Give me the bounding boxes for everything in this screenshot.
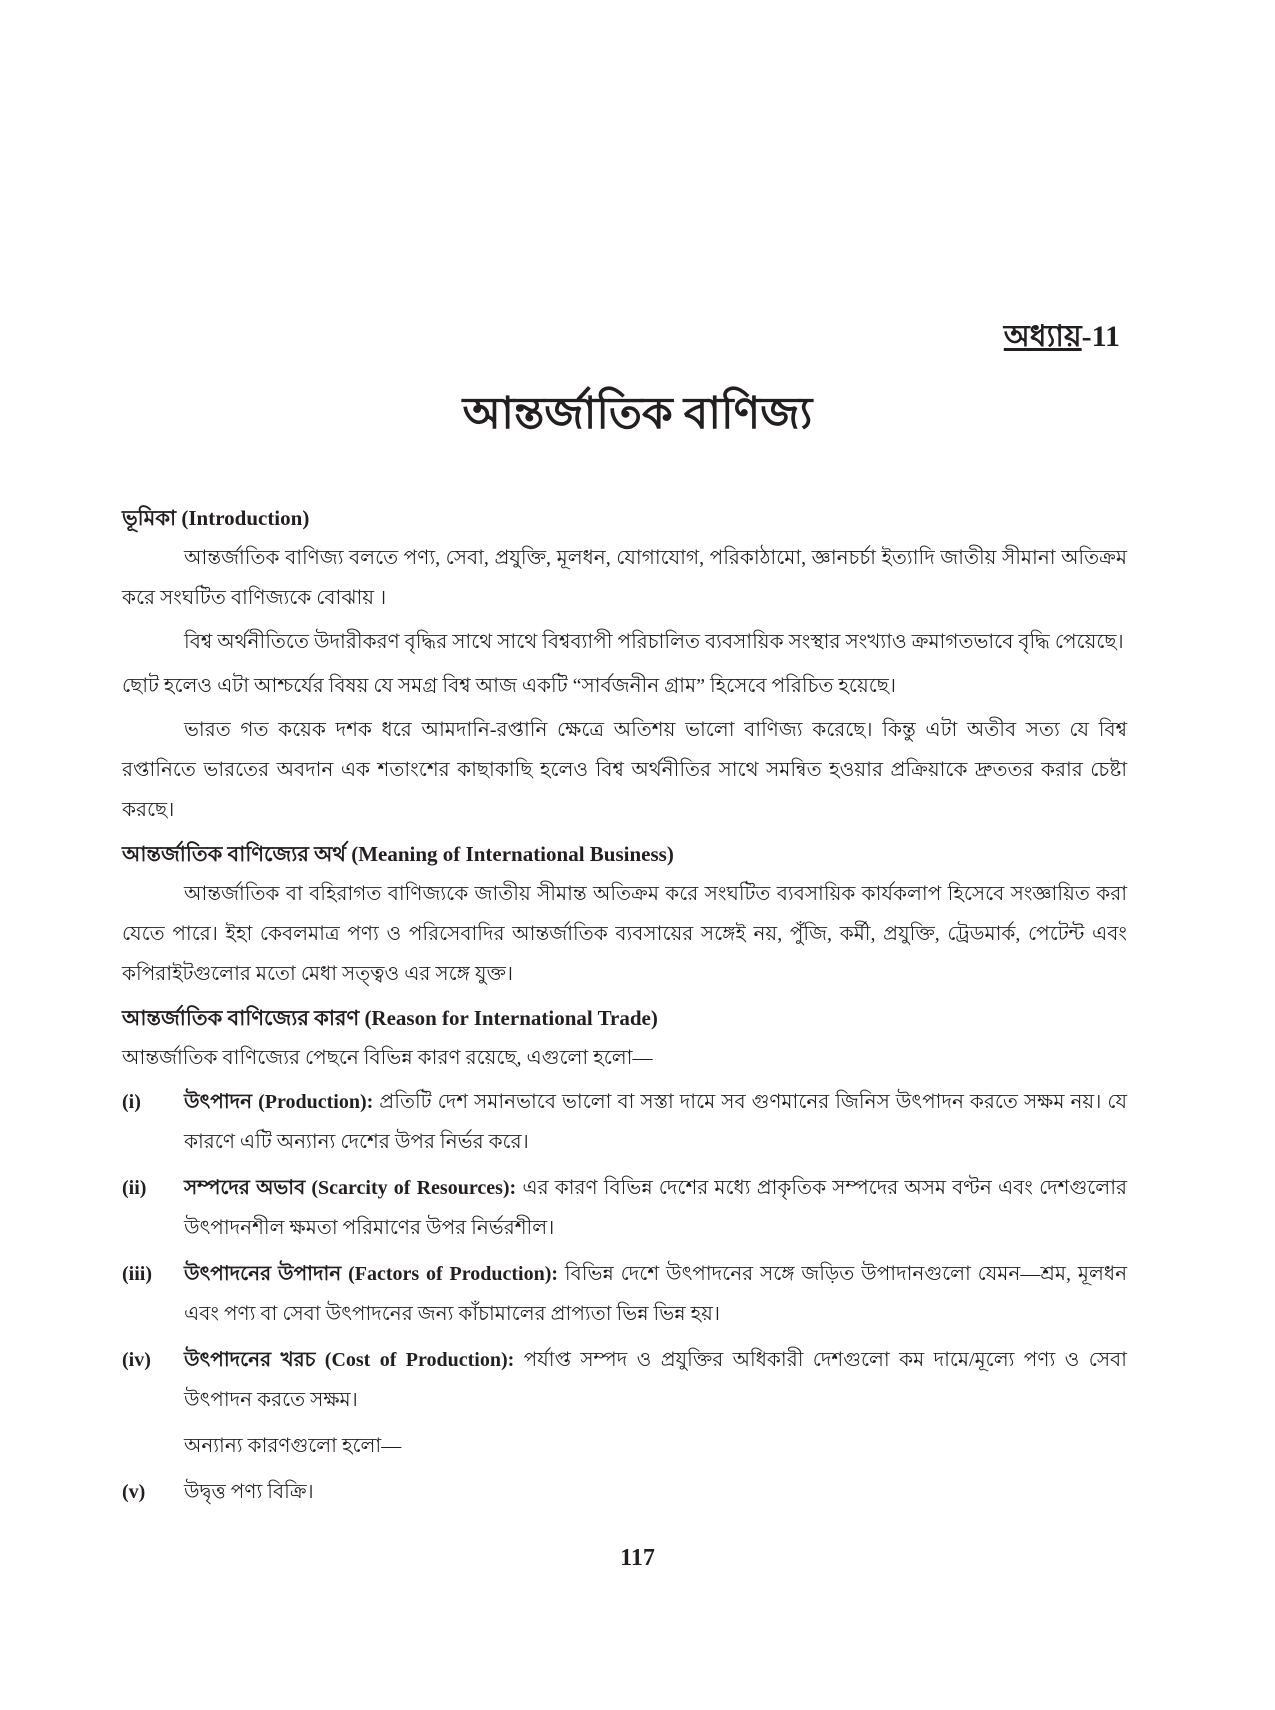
item-number: (iii): [122, 1263, 152, 1285]
item-term: উৎপাদন: [184, 1091, 259, 1113]
list-item: [122, 1254, 1127, 1334]
reasons-lead: আন্তর্জাতিক বাণিজ্যের পেছনে বিভিন্ন কারণ রয়েছে, এগুলো হলো—: [122, 1047, 653, 1069]
meaning-paragraph: আন্তর্জাতিক বা বহিরাগত বাণিজ্যকে জাতীয় সীমান্ত অতিক্রম করে সংঘটিত ব্যবসায়িক কার্যকলাপ হিসেবে সংজ্ঞায়িত করা যেতে পারে। ইহা কেবলমাত্র পণ্য ও পরিসেবাদির আন্তর্জাতিক ব্যবসায়ের সঙ্গেই নয়, পুঁজি, কর্মী, প্রযুক্তি, ট্রেডমার্ক, পেটেন্ট এবং কপিরাইটগুলোর মতো মেধা সত্ত্বও এর সঙ্গে যুক্ত।: [122, 883, 1127, 985]
chapter-label: [1004, 312, 1120, 363]
heading-en: (Meaning of International Business): [351, 842, 674, 866]
item-number: (iv): [122, 1349, 151, 1371]
item-text: উদ্বৃত্ত পণ্য বিক্রি।: [184, 1481, 314, 1503]
heading-en: (Reason for International Trade): [364, 1006, 658, 1030]
list-item: [122, 1168, 1127, 1248]
intro-paragraph: বিশ্ব অর্থনীতিতে উদারীকরণ বৃদ্ধির সাথে সাথে বিশ্বব্যাপী পরিচালিত ব্যবসায়িক সংস্থার সংখ্যাও ক্রমাগতভাবে বৃদ্ধি পেয়েছে।: [184, 631, 1124, 653]
item-term-en: (Scarcity of Resources):: [311, 1177, 517, 1199]
item-number: (v): [122, 1481, 146, 1503]
document-body: [122, 498, 1127, 1518]
reasons-heading: [122, 998, 1127, 1038]
item-text: বিভিন্ন দেশে উৎপাদনের সঙ্গে জড়িত উপাদানগুলো যেমন—শ্রম, মূলধন এবং পণ্য বা সেবা উৎপাদনের জন্য কাঁচামালের প্রাপ্যতা ভিন্ন ভিন্ন হয়।: [184, 1263, 1128, 1325]
item-term-en: (Factors of Production):: [348, 1263, 559, 1285]
item-number: (ii): [122, 1177, 147, 1199]
heading-en: (Introduction): [181, 506, 310, 530]
page-number: 117: [620, 1545, 655, 1571]
item-term: উৎপাদনের খরচ: [184, 1349, 325, 1371]
heading-bn: আন্তর্জাতিক বাণিজ্যের কারণ: [122, 1006, 360, 1030]
item-term-en: (Cost of Production):: [324, 1349, 515, 1371]
other-reasons-lead: অন্যান্য কারণগুলো হলো—: [184, 1435, 402, 1457]
intro-paragraph: আন্তর্জাতিক বাণিজ্য বলতে পণ্য, সেবা, প্রযুক্তি, মূলধন, যোগাযোগ, পরিকাঠামো, জ্ঞানচর্চা ইত্যাদি জাতীয় সীমানা অতিক্রম করে সংঘটিত বাণিজ্যকে বোঝায় ।: [122, 547, 1127, 609]
chapter-word: অধ্যায়: [1003, 320, 1082, 353]
item-number: (i): [122, 1091, 141, 1113]
heading-bn: ভূমিকা: [122, 506, 177, 530]
item-term: সম্পদের অভাব: [184, 1177, 312, 1199]
list-item: [122, 1082, 1127, 1162]
item-text: প্রতিটি দেশ সমানভাবে ভালো বা সস্তা দামে সব গুণমানের জিনিস উৎপাদন করতে সক্ষম নয়। যে কারণে এটি অন্যান্য দেশের উপর নির্ভর করে।: [184, 1091, 1127, 1153]
chapter-number: -11: [1081, 320, 1120, 353]
intro-paragraph: ছোট হলেও এটা আশ্চর্যের বিষয় যে সমগ্র বিশ্ব আজ একটি “সার্বজনীন গ্রাম” হিসেবে পরিচিত হয়েছে।: [122, 675, 897, 697]
item-term: উৎপাদনের উপাদান: [184, 1263, 349, 1285]
item-term-en: (Production):: [258, 1091, 374, 1113]
meaning-heading: [122, 834, 1127, 874]
list-item: [122, 1472, 1127, 1512]
item-text: পর্যাপ্ত সম্পদ ও প্রযুক্তির অধিকারী দেশগুলো কম দামে/মূল্যে পণ্য ও সেবা উৎপাদন করতে সক্ষম।: [184, 1349, 1127, 1411]
intro-paragraph: ভারত গত কয়েক দশক ধরে আমদানি-রপ্তানি ক্ষেত্রে অতিশয় ভালো বাণিজ্য করেছে। কিন্তু এটা অতীব সত্য যে বিশ্ব রপ্তানিতে ভারতের অবদান এক শতাংশের কাছাকাছি হলেও বিশ্ব অর্থনীতির সাথে সমন্বিত হওয়ার প্রক্রিয়াকে দ্রুততর করার চেষ্টা করছে।: [122, 719, 1127, 821]
heading-bn: আন্তর্জাতিক বাণিজ্যের অর্থ: [122, 842, 346, 866]
page-title: আন্তর্জাতিক বাণিজ্য: [462, 389, 813, 438]
intro-heading: [122, 498, 1127, 538]
list-item: [122, 1340, 1127, 1420]
item-text: এর কারণ বিভিন্ন দেশের মধ্যে প্রাকৃতিক সম্পদের অসম বণ্টন এবং দেশগুলোর উৎপাদনশীল ক্ষমতা পরিমাণের উপর নির্ভরশীল।: [184, 1177, 1127, 1239]
